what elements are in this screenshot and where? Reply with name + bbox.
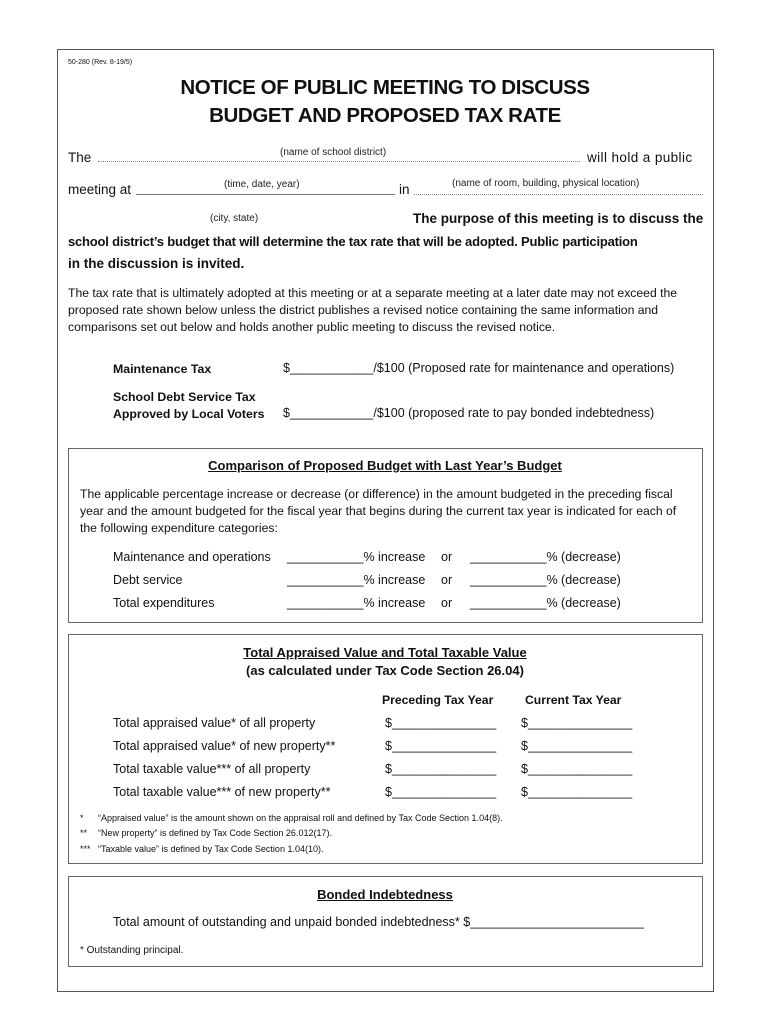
- meeting-at-label: meeting at: [68, 182, 132, 197]
- the-label: The: [68, 150, 92, 165]
- comparison-row-or: or: [441, 550, 453, 564]
- appraised-row-current[interactable]: $_______________: [521, 739, 633, 753]
- appraised-row-preceding[interactable]: $_______________: [385, 785, 497, 799]
- debt-tax-label-1: School Debt Service Tax: [113, 390, 256, 404]
- location-field[interactable]: [414, 194, 703, 195]
- purpose-line-3: in the discussion is invited.: [68, 256, 245, 271]
- comparison-row-label: Maintenance and operations: [113, 550, 271, 564]
- comparison-row-decrease[interactable]: ___________% (decrease): [470, 550, 621, 564]
- footnote-text: “New property” is defined by Tax Code Section 26.012(17).: [98, 828, 332, 838]
- purpose-start: The purpose of this meeting is to discuss the: [413, 211, 704, 226]
- footnote-mark: ***: [80, 844, 91, 854]
- in-label: in: [399, 182, 410, 197]
- col-preceding-year: Preceding Tax Year: [382, 693, 494, 707]
- comparison-row-label: Debt service: [113, 573, 183, 587]
- appraised-row-preceding[interactable]: $_______________: [385, 762, 497, 776]
- appraised-row-label: Total appraised value* of new property**: [113, 739, 336, 753]
- debt-tax-label-2: Approved by Local Voters: [113, 407, 265, 421]
- comparison-row-decrease[interactable]: ___________% (decrease): [470, 596, 621, 610]
- maintenance-tax-label: Maintenance Tax: [113, 362, 212, 376]
- comparison-row-or: or: [441, 596, 453, 610]
- comparison-row-increase[interactable]: ___________% increase: [287, 596, 426, 610]
- appraised-row-label: Total appraised value* of all property: [113, 716, 316, 730]
- time-date-field[interactable]: [136, 194, 395, 195]
- bonded-amount-field[interactable]: Total amount of outstanding and unpaid bonded indebtedness* $_________________________: [113, 915, 645, 929]
- notice-paragraph: The tax rate that is ultimately adopted at this meeting or at a separate meeting at a later date may not exceed the proposed rate shown below unless the district publishes a revised notice containing the same information and comparisons set out below and holds another public meeting to discuss the revised notice.: [68, 286, 678, 334]
- appraised-row-label: Total taxable value*** of new property**: [113, 785, 331, 799]
- col-current-year: Current Tax Year: [525, 693, 622, 707]
- form-number: 50-280 (Rev. 8-19/5): [68, 59, 133, 66]
- appraised-row-current[interactable]: $_______________: [521, 762, 633, 776]
- title-line-2: BUDGET AND PROPOSED TAX RATE: [209, 104, 561, 127]
- will-hold-label: will hold a public: [587, 150, 693, 165]
- location-hint: (name of room, building, physical location): [452, 178, 640, 189]
- comparison-row-decrease[interactable]: ___________% (decrease): [470, 573, 621, 587]
- comparison-row-increase[interactable]: ___________% increase: [287, 573, 426, 587]
- comparison-row-increase[interactable]: ___________% increase: [287, 550, 426, 564]
- appraised-row-preceding[interactable]: $_______________: [385, 739, 497, 753]
- appraised-row-preceding[interactable]: $_______________: [385, 716, 497, 730]
- appraised-heading-1: Total Appraised Value and Total Taxable Value: [243, 645, 527, 660]
- appraised-row-label: Total taxable value*** of all property: [113, 762, 311, 776]
- footnote-text: “Taxable value” is defined by Tax Code Section 1.04(10).: [98, 844, 324, 854]
- comparison-row-label: Total expenditures: [113, 596, 215, 610]
- comparison-heading: Comparison of Proposed Budget with Last Year’s Budget: [208, 458, 562, 473]
- footnote-mark: *: [80, 813, 84, 823]
- debt-tax-value[interactable]: $____________/$100 (proposed rate to pay bonded indebtedness): [283, 406, 655, 420]
- time-hint: (time, date, year): [224, 179, 300, 190]
- appraised-row-current[interactable]: $_______________: [521, 785, 633, 799]
- comparison-row-or: or: [441, 573, 453, 587]
- purpose-line-2: school district’s budget that will determine the tax rate that will be adopted. Public participation: [68, 234, 638, 249]
- district-hint: (name of school district): [280, 147, 387, 158]
- title-line-1: NOTICE OF PUBLIC MEETING TO DISCUSS: [180, 76, 590, 99]
- city-hint: (city, state): [210, 213, 259, 224]
- maintenance-tax-value[interactable]: $____________/$100 (Proposed rate for maintenance and operations): [283, 361, 675, 375]
- appraised-heading-2: (as calculated under Tax Code Section 26.04): [246, 663, 524, 678]
- bonded-heading: Bonded Indebtedness: [317, 887, 453, 902]
- footnote-text: “Appraised value” is the amount shown on the appraisal roll and defined by Tax Code Section 1.04(8).: [98, 813, 503, 823]
- district-name-field[interactable]: [98, 161, 580, 162]
- appraised-row-current[interactable]: $_______________: [521, 716, 633, 730]
- comparison-text: The applicable percentage increase or decrease (or difference) in the amount budgeted in the preceding fiscal year and the amount budgeted for the fiscal year that begins during the current tax year is indicated for each of the following expenditure categories:: [80, 487, 677, 535]
- bonded-footnote: * Outstanding principal.: [80, 945, 184, 956]
- footnote-mark: **: [80, 828, 88, 838]
